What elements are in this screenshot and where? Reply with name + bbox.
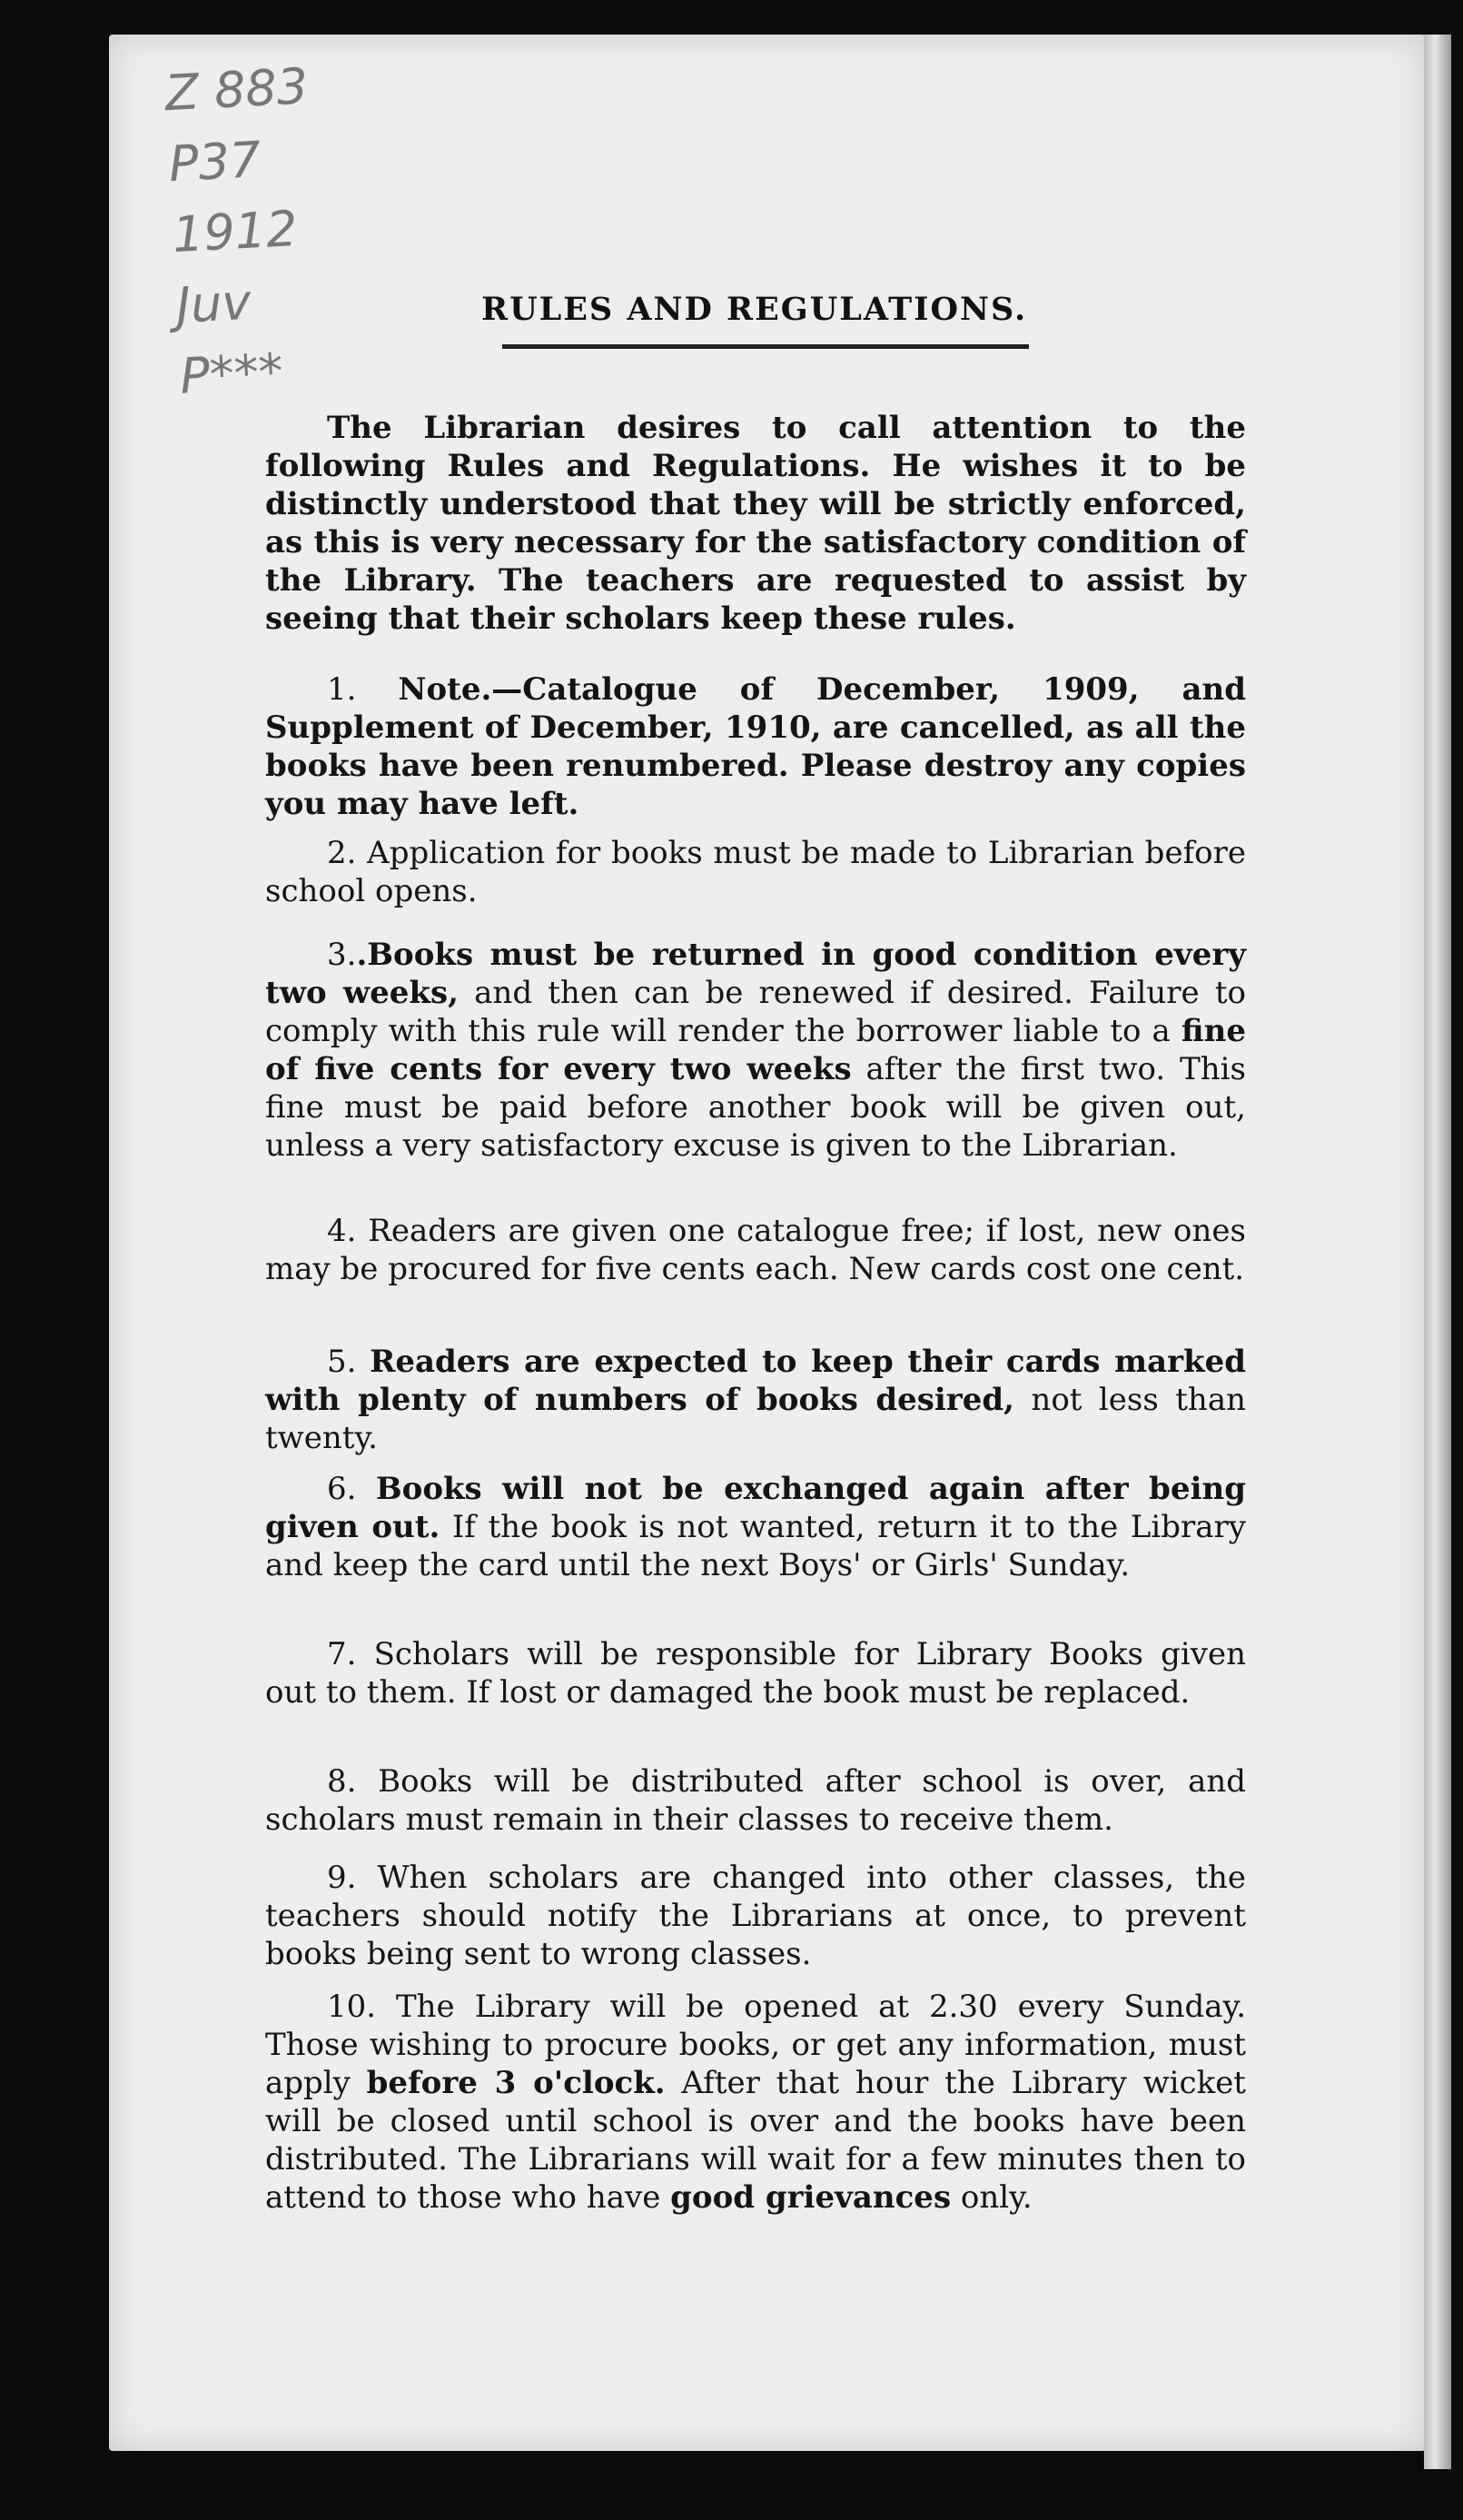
title-underline <box>502 344 1029 349</box>
rule-text: Books will be distributed after school is over, and scholars must remain in their classes to receive them. <box>265 1763 1247 1838</box>
rule-text: When scholars are changed into other classes, the teachers should notify the Librarians at once, to prevent books being sent to wrong classes. <box>265 1860 1246 1972</box>
margin-note-line: Z 883 <box>163 57 310 123</box>
rule-number: 3. <box>327 937 357 973</box>
rule-4 <box>265 1212 1246 1288</box>
margin-note-line: 1912 <box>171 199 299 264</box>
rule-5 <box>265 1343 1246 1457</box>
rule-text: After that hour the Library wicket will be closed until school is over and the books have been distributed. The Librarians will wait for a few minutes then to attend to those who have <box>265 2065 1246 2216</box>
rule-bold-text: Books will not be exchanged again after being given out. <box>265 1471 1246 1545</box>
rule-number: 10. <box>327 1989 377 2025</box>
rule-8 <box>265 1762 1246 1839</box>
rule-number: 5. <box>327 1344 357 1380</box>
intro-paragraph: The Librarian desires to call attention to the following Rules and Regulations. He wishes it to be distinctly understood that they will be strictly enforced, as this is very necessary for the satisfactory condition of the Library. The teachers are requested to assist by seeing that their scholars keep these rules. <box>265 410 1246 637</box>
rule-text: Scholars will be responsible for Library Books given out to them. If lost or damaged the book must be replaced. <box>265 1636 1246 1711</box>
rule-text: and then can be renewed if desired. Failure to comply with this rule will render the borrower liable to a <box>265 975 1247 1049</box>
rule-number: 8. <box>327 1763 357 1800</box>
rule-number: 4. <box>327 1213 357 1249</box>
rule-3 <box>265 936 1246 1165</box>
rule-bold-text: Readers are expected to keep their cards marked with plenty of numbers of books desired, <box>265 1344 1246 1418</box>
rule-text: after the first two. This fine must be paid before another book will be given out, unless a very satisfactory excuse is given to the Librarian. <box>265 1051 1247 1164</box>
rule-bold-text: .Books must be returned in good condition every two weeks, <box>265 937 1246 1011</box>
margin-note-line: Juv <box>174 273 252 334</box>
rule-1 <box>265 670 1246 823</box>
rule-text: not less than twenty. <box>265 1382 1246 1456</box>
handwritten-call-number <box>163 51 324 412</box>
rule-bold-text: good grievances <box>670 2179 952 2216</box>
rule-2 <box>265 834 1246 910</box>
rule-number: 2. <box>327 835 357 871</box>
margin-note-line: P37 <box>167 130 262 193</box>
rule-7 <box>265 1635 1246 1711</box>
rule-number: 1. <box>327 671 357 708</box>
rule-bold-text: Note.—Catalogue of December, 1909, and Supplement of December, 1910, are cancelled, as all the books have been renumbered. Please destroy any copies you may have left. <box>265 671 1246 822</box>
rule-number: 9. <box>327 1860 357 1896</box>
rule-bold-text: before 3 o'clock. <box>366 2065 666 2101</box>
rule-10 <box>265 1988 1246 2217</box>
rule-number: 6. <box>327 1471 357 1507</box>
rule-text: Readers are given one catalogue free; if lost, new ones may be procured for five cents each. New cards cost one cent. <box>265 1213 1246 1287</box>
page-title: RULES AND REGULATIONS. <box>481 291 1028 328</box>
rule-text: If the book is not wanted, return it to the Library and keep the card until the next Boys' or Girls' Sunday. <box>265 1509 1246 1583</box>
rule-text: only. <box>951 2179 1033 2216</box>
margin-note-line: P*** <box>178 342 285 405</box>
rule-9 <box>265 1859 1246 1973</box>
rule-bold-text: fine of five cents for every two weeks <box>265 1013 1246 1087</box>
adjacent-page-edge <box>1424 35 1451 2469</box>
rule-text: Application for books must be made to Librarian before school opens. <box>265 835 1246 909</box>
rule-6 <box>265 1470 1246 1584</box>
rule-text: The Library will be opened at 2.30 every Sunday. Those wishing to procure books, or get any information, must apply <box>265 1989 1246 2101</box>
rule-number: 7. <box>327 1636 357 1672</box>
